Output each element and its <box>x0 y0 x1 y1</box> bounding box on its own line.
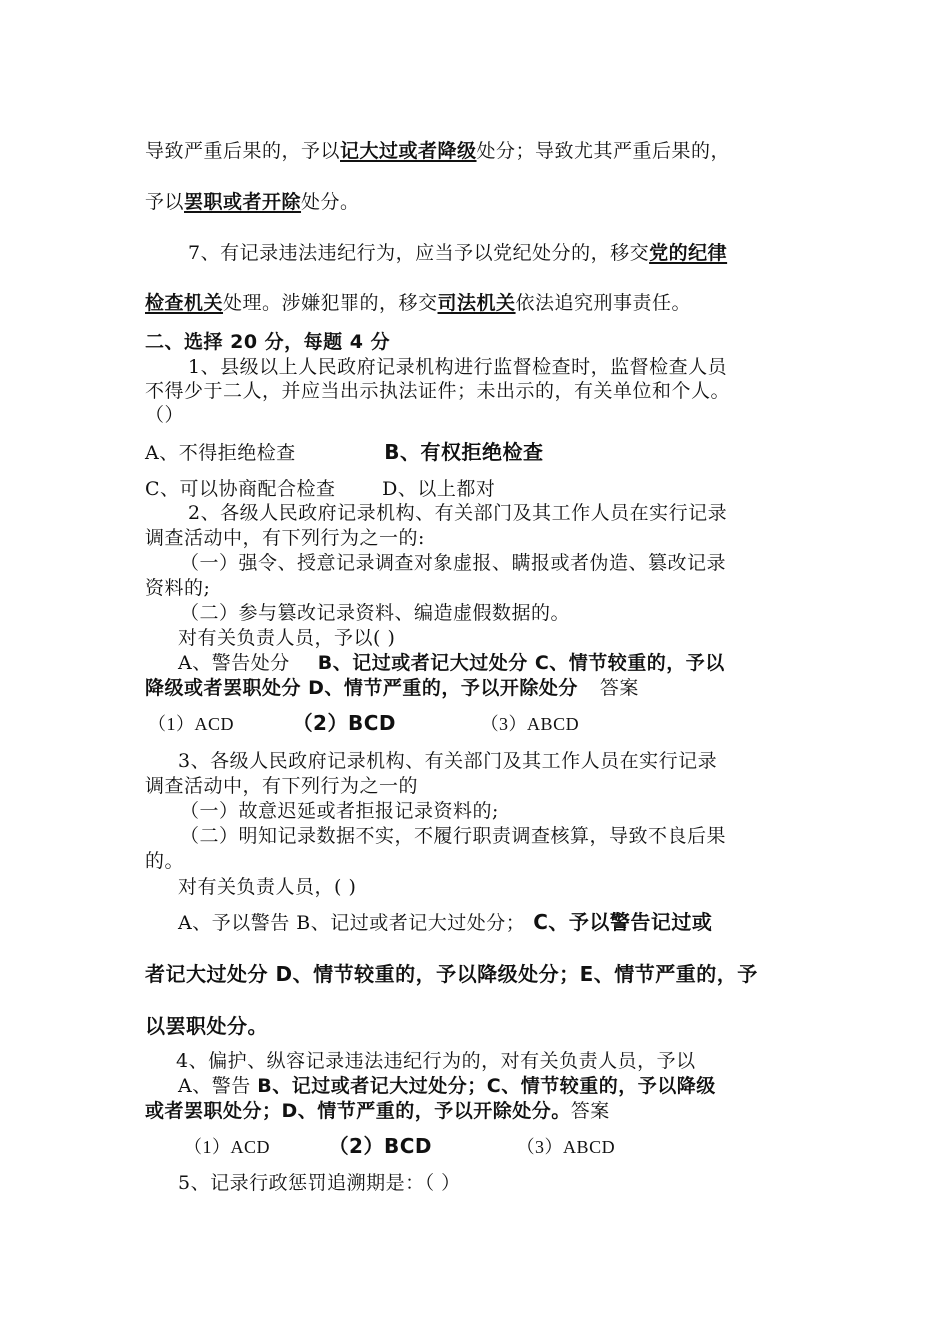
question-text: 不得少于二人，并应当出示执法证件；未出示的，有关单位和个人。 <box>145 380 731 402</box>
underlined-answer: 司法机关 <box>437 292 516 314</box>
question-text: 调查活动中，有下列行为之一的 <box>145 775 419 797</box>
question-prompt: 对有关负责人员，予以( ) <box>178 627 396 649</box>
question-text: （二）明知记录数据不实，不履行职责调查核算，导致不良后果 <box>180 825 727 847</box>
question-text: （一）故意迟延或者拒报记录资料的; <box>180 800 499 822</box>
options-row: A、予以警告 B、记过或者记大过处分； C、予以警告记过或 <box>178 910 713 934</box>
question-text: 4、偏护、纵容记录违法违纪行为的，对有关负责人员，予以 <box>176 1050 696 1072</box>
question-prompt: 对有关负责人员，( ) <box>178 876 357 898</box>
question-text: 3、各级人民政府记录机构、有关部门及其工作人员在实行记录 <box>178 750 718 772</box>
option-d: D、以上都对 <box>382 478 496 500</box>
option-a: A、不得拒绝检查 <box>145 442 296 464</box>
question-text: 调查活动中，有下列行为之一的: <box>145 527 425 549</box>
options-row: 降级或者罢职处分 D、情节严重的，予以开除处分 答案 <box>145 677 639 699</box>
question-blank: （） <box>145 404 185 426</box>
text-line: 导致严重后果的，予以记大过或者降级处分；导致尤其严重后果的， <box>145 140 731 162</box>
options-row: A、警告 B、记过或者记大过处分；C、情节较重的，予以降级 <box>178 1075 716 1097</box>
underlined-answer: 党的纪律 <box>649 242 728 264</box>
options-row: A、警告处分 B、记过或者记大过处分 C、情节较重的，予以 <box>178 652 725 674</box>
underlined-answer: 罢职或者开除 <box>184 191 302 213</box>
question-text: 的。 <box>145 850 185 872</box>
section-heading: 二、选择 20 分，每题 4 分 <box>145 331 391 353</box>
options-row: 或者罢职处分；D、情节严重的，予以开除处分。答案 <box>145 1100 610 1122</box>
options-row <box>145 474 495 501</box>
option-b-answer: B、有权拒绝检查 <box>384 440 544 464</box>
question-text: （二）参与篡改记录资料、编造虚假数据的。 <box>180 602 571 624</box>
underlined-answer: 记大过或者降级 <box>340 140 477 162</box>
options-row <box>145 436 544 465</box>
answer-row: （1）ACD （2）BCD （3）ABCD <box>184 1134 616 1158</box>
option-c: C、可以协商配合检查 <box>145 478 336 500</box>
question-text: 2、各级人民政府记录机构、有关部门及其工作人员在实行记录 <box>188 502 728 524</box>
question-text: 5、记录行政惩罚追溯期是：（ ） <box>178 1172 461 1194</box>
question-text: 资料的; <box>145 577 211 599</box>
underlined-answer: 检查机关 <box>145 292 224 314</box>
text-line: 7、有记录违法违纪行为，应当予以党纪处分的，移交党的纪律 <box>188 242 728 264</box>
options-row: 以罢职处分。 <box>145 1014 268 1038</box>
question-text: （一）强令、授意记录调查对象虚报、瞒报或者伪造、篡改记录 <box>180 552 727 574</box>
question-text: 1、县级以上人民政府记录机构进行监督检查时，监督检查人员 <box>188 356 728 378</box>
options-row: 者记大过处分 D、情节较重的，予以降级处分；E、情节严重的，予 <box>145 962 758 986</box>
answer-row: （1）ACD （2）BCD （3）ABCD <box>148 711 580 735</box>
text-line: 予以罢职或者开除处分。 <box>145 191 360 213</box>
text-line: 检查机关处理。涉嫌犯罪的，移交司法机关依法追究刑事责任。 <box>145 292 692 314</box>
